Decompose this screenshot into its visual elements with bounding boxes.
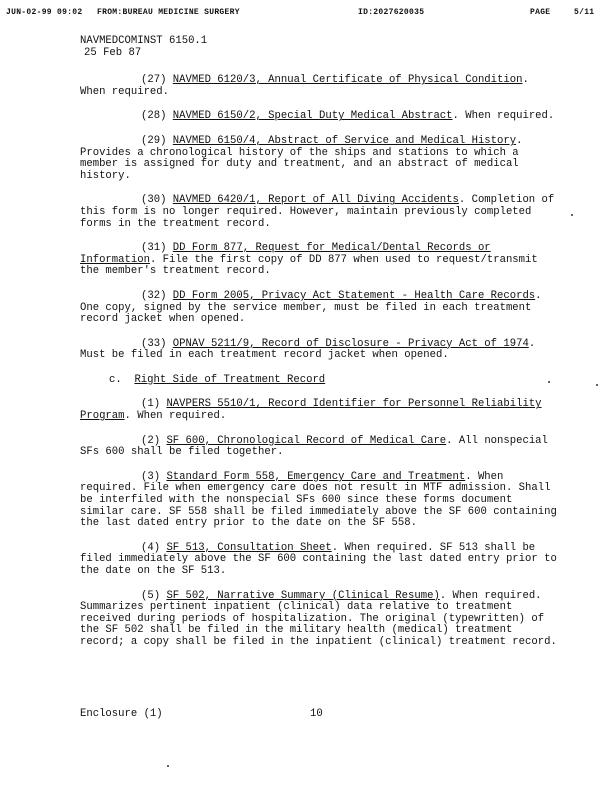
form-title: SF 502, Narrative Summary (Clinical Resume) — [166, 589, 440, 602]
paragraph-number: (29) — [141, 134, 167, 147]
paragraph-number: (30) — [141, 194, 167, 207]
paragraph-30 — [80, 195, 560, 230]
paragraph-number: (31) — [141, 242, 167, 255]
section-label: c. — [109, 373, 122, 386]
paragraph-c3 — [80, 472, 560, 530]
paragraph-27 — [80, 75, 560, 98]
scan-speck — [167, 765, 169, 767]
form-title: SF 600, Chronological Record of Medical Care — [166, 434, 447, 447]
fax-page-number: 5/11 — [574, 8, 595, 17]
form-title: NAVMED 6150/4, Abstract of Service and Medical History — [172, 134, 517, 147]
paragraph-text: . When required. — [452, 110, 555, 123]
form-title: Standard Form 558, Emergency Care and Treatment — [166, 470, 466, 483]
paragraph-text: . When required. — [124, 410, 227, 423]
enclosure-label: Enclosure (1) — [80, 708, 163, 720]
paragraph-text: . All nonspecial SFs 600 shall be filed together. — [80, 434, 548, 459]
paragraph-32 — [80, 291, 560, 326]
paragraph-c5 — [80, 591, 560, 649]
fax-id: ID:2027620035 — [358, 8, 425, 17]
paragraph-text: . File the first copy of DD 877 when used to request/transmit the member's treatment record. — [80, 253, 538, 278]
scan-speck — [571, 214, 573, 216]
form-title: DD Form 2005, Privacy Act Statement - Health Care Records — [172, 289, 536, 302]
paragraph-c4 — [80, 543, 560, 578]
form-title: SF 513, Consultation Sheet — [166, 541, 332, 554]
instruction-number: NAVMEDCOMINST 6150.1 — [80, 35, 208, 47]
form-title: NAVMED 6150/2, Special Duty Medical Abstract — [172, 110, 453, 123]
instruction-date: 25 Feb 87 — [84, 46, 142, 59]
paragraph-text: . One copy, signed by the service member, must be filed in each treatment record jacket when opened. — [80, 289, 542, 326]
paragraph-number: (32) — [141, 289, 167, 302]
paragraph-number: (5) — [141, 589, 161, 602]
paragraph-number: (2) — [141, 434, 161, 447]
form-title: NAVMED 6420/1, Report of All Diving Accidents — [172, 194, 459, 207]
paragraph-text: . Must be filed in each treatment record jacket when opened. — [80, 337, 536, 362]
form-title: NAVMED 6120/3, Annual Certificate of Physical Condition — [172, 74, 523, 87]
document-body — [80, 36, 560, 649]
fax-timestamp: JUN-02-99 09:02 — [6, 8, 83, 17]
paragraph-number: (33) — [141, 337, 167, 350]
scan-speck — [596, 384, 598, 386]
page-footer — [80, 708, 560, 720]
paragraph-number: (28) — [141, 110, 167, 123]
form-title: OPNAV 5211/9, Record of Disclosure - Privacy Act of 1974 — [172, 337, 529, 350]
paragraph-text: . Completion of this form is no longer required. However, maintain previously completed forms in the treatment record. — [80, 194, 555, 230]
paragraph-c2 — [80, 436, 560, 459]
paragraph-31 — [80, 243, 560, 278]
paragraph-text: . When required. SF 513 shall be filed immediately above the SF 600 containing the last dated entry prior to the date on the SF 513. — [80, 541, 557, 577]
fax-sender: FROM:BUREAU MEDICINE SURGERY — [97, 8, 240, 17]
paragraph-c1 — [80, 399, 560, 422]
form-title: DD Form 877, Request for Medical/Dental Records or Information — [80, 242, 491, 266]
section-c-heading — [80, 375, 560, 387]
scan-speck — [548, 381, 550, 383]
paragraph-33 — [80, 339, 560, 362]
paragraph-number: (4) — [141, 541, 161, 554]
paragraph-number: (3) — [141, 470, 161, 483]
paragraph-text: . When required. File when emergency care does not result in MTF admission. Shall be interfiled with the nonspecial SFs 600 since these forms document similar care. SF 558 shall be filed immediately above the SF 600 containing the last dated entry prior to the date on the SF 558. — [80, 470, 557, 530]
paragraph-text: . Provides a chronological history of the ships and stations to which a member is assigned for duty and treatment, and an abstract of medical history. — [80, 134, 523, 182]
paragraph-28 — [80, 111, 560, 123]
fax-header — [6, 8, 606, 20]
paragraph-number: (27) — [141, 74, 167, 87]
paragraph-text: . When required. — [80, 74, 529, 98]
form-title: NAVPERS 5510/1, Record Identifier for Personnel Reliability Program — [80, 398, 542, 423]
section-title: Right Side of Treatment Record — [134, 373, 326, 386]
page-number: 10 — [310, 708, 323, 720]
paragraph-text: . When required. Summarizes pertinent inpatient (clinical) data relative to treatment received during periods of hospitalization. The original (typewritten) of the SF 502 shall be filed in the military health (medical) treatment record; a copy shall be filed in the inpatient (clinical) treatment record. — [80, 589, 557, 648]
fax-page-label: PAGE — [530, 8, 551, 17]
paragraph-29 — [80, 136, 560, 182]
paragraph-number: (1) — [141, 398, 161, 411]
